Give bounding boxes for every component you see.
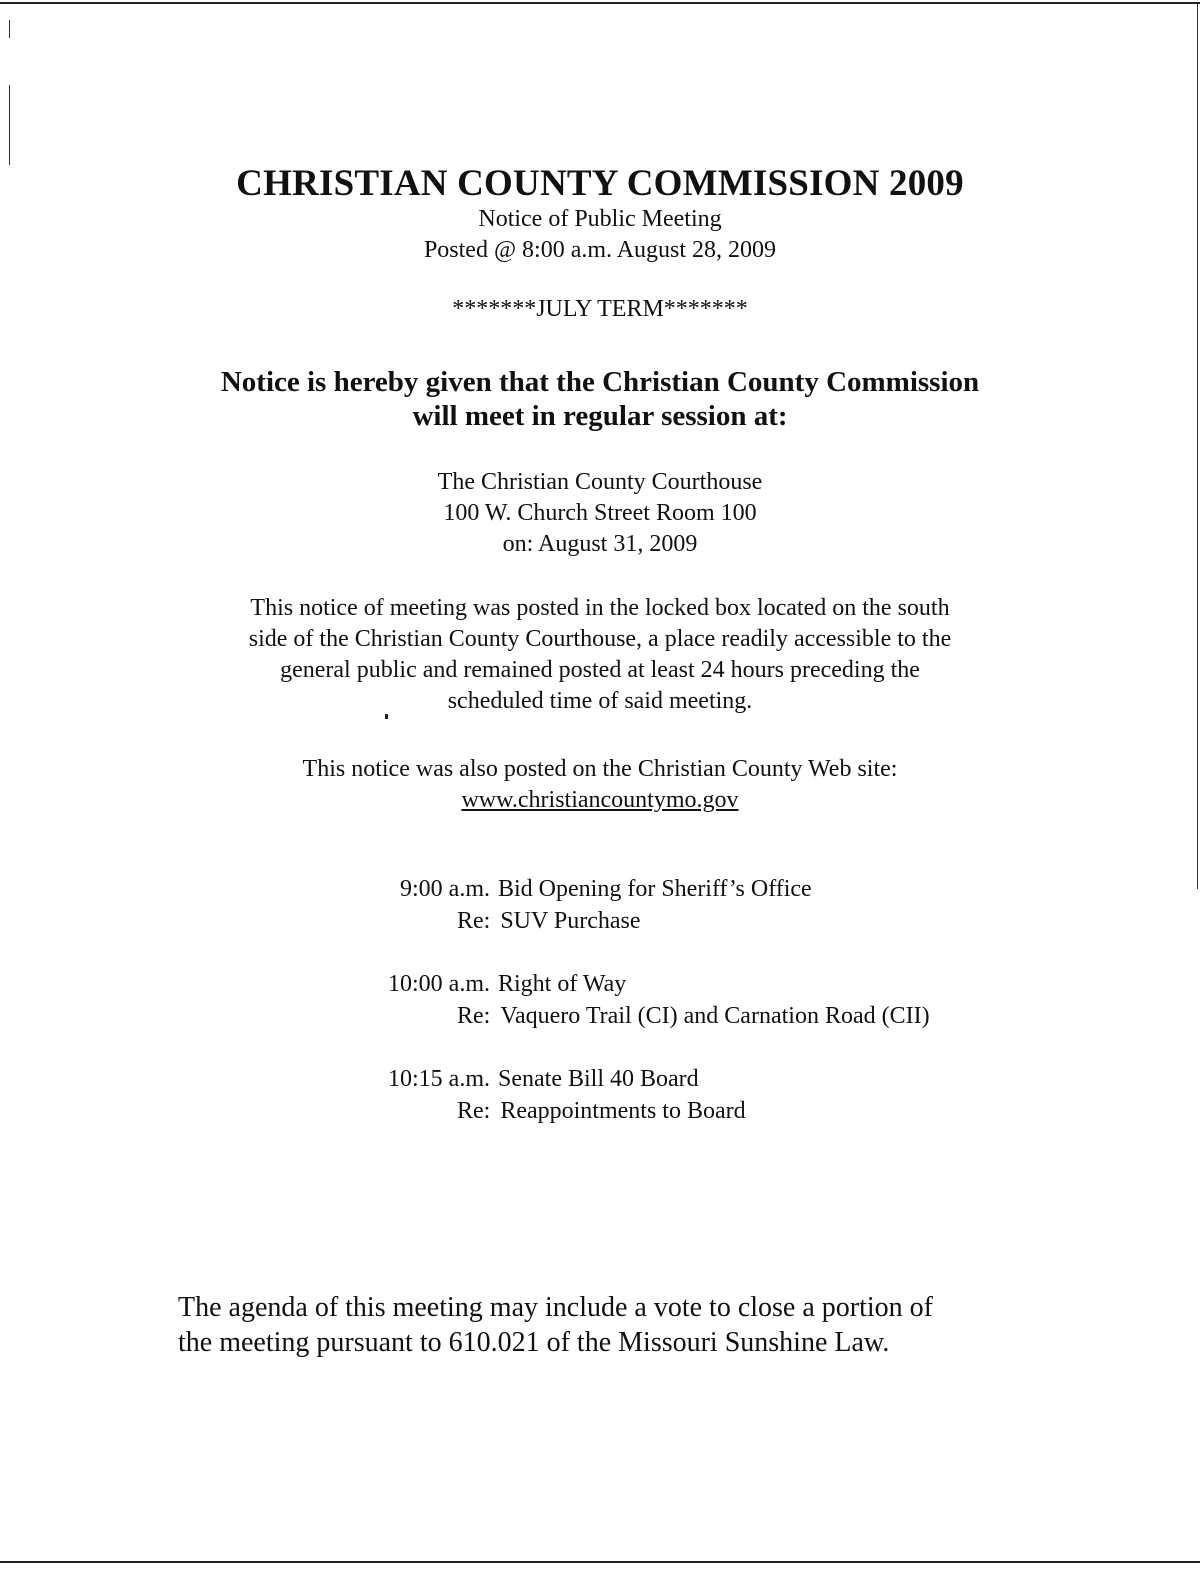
footer-line: The agenda of this meeting may include a vote to close a portion of: [178, 1292, 933, 1323]
venue-block: [0, 467, 1200, 560]
posting-line: general public and remained posted at least 24 hours preceding the: [280, 657, 920, 683]
website-link[interactable]: www.christiancountymo.gov: [461, 787, 739, 813]
web-notice: [0, 754, 1200, 816]
term-label: *******JULY TERM*******: [452, 296, 748, 322]
web-notice-text: This notice was also posted on the Christian County Web site:: [302, 756, 898, 782]
agenda-re: [457, 1003, 930, 1030]
posting-line: This notice of meeting was posted in the locked box located on the south: [250, 595, 950, 621]
notice-subtitle: Notice of Public Meeting: [478, 206, 722, 232]
agenda-re: [457, 908, 641, 935]
agenda-item: [0, 876, 1200, 971]
agenda-re-label: Re:: [457, 908, 491, 934]
posting-statement: [0, 593, 1200, 717]
agenda-title: Senate Bill 40 Board: [498, 1066, 699, 1092]
sunshine-law-notice: [178, 1290, 1078, 1360]
agenda-item: [0, 1066, 1200, 1161]
margin-mark: [9, 85, 10, 165]
agenda-list: [0, 876, 1200, 1161]
posting-line: side of the Christian County Courthouse, a place readily accessible to the: [248, 626, 952, 652]
notice-heading: [0, 365, 1200, 433]
agenda-re-label: Re:: [457, 1098, 491, 1124]
footer-line: the meeting pursuant to 610.021 of the Missouri Sunshine Law.: [178, 1327, 890, 1358]
agenda-item: [0, 971, 1200, 1066]
posted-timestamp: Posted @ 8:00 a.m. August 28, 2009: [423, 237, 777, 263]
page-border-bottom: [0, 1561, 1200, 1563]
meeting-date: on: August 31, 2009: [502, 531, 698, 557]
agenda-re-text: Reappointments to Board: [500, 1098, 746, 1124]
posting-line: scheduled time of said meeting.: [447, 688, 753, 714]
agenda-re-text: Vaquero Trail (CI) and Carnation Road (CII): [500, 1003, 930, 1029]
agenda-time: 10:15 a.m.: [388, 1066, 490, 1092]
agenda-title: Right of Way: [498, 971, 627, 997]
page-title: CHRISTIAN COUNTY COMMISSION 2009: [236, 163, 964, 204]
notice-heading-line: will meet in regular session at:: [412, 400, 788, 432]
agenda-re-label: Re:: [457, 1003, 491, 1029]
venue-address: 100 W. Church Street Room 100: [443, 500, 757, 526]
page-border-top: [0, 2, 1200, 4]
notice-heading-line: Notice is hereby given that the Christian County Commission: [220, 366, 980, 398]
agenda-time: 9:00 a.m.: [400, 876, 490, 902]
agenda-time: 10:00 a.m.: [388, 971, 490, 997]
margin-mark: [9, 20, 10, 38]
agenda-re-text: SUV Purchase: [500, 908, 641, 934]
agenda-re: [457, 1098, 746, 1125]
venue-name: The Christian County Courthouse: [437, 469, 763, 495]
agenda-title: Bid Opening for Sheriff’s Office: [498, 876, 812, 902]
